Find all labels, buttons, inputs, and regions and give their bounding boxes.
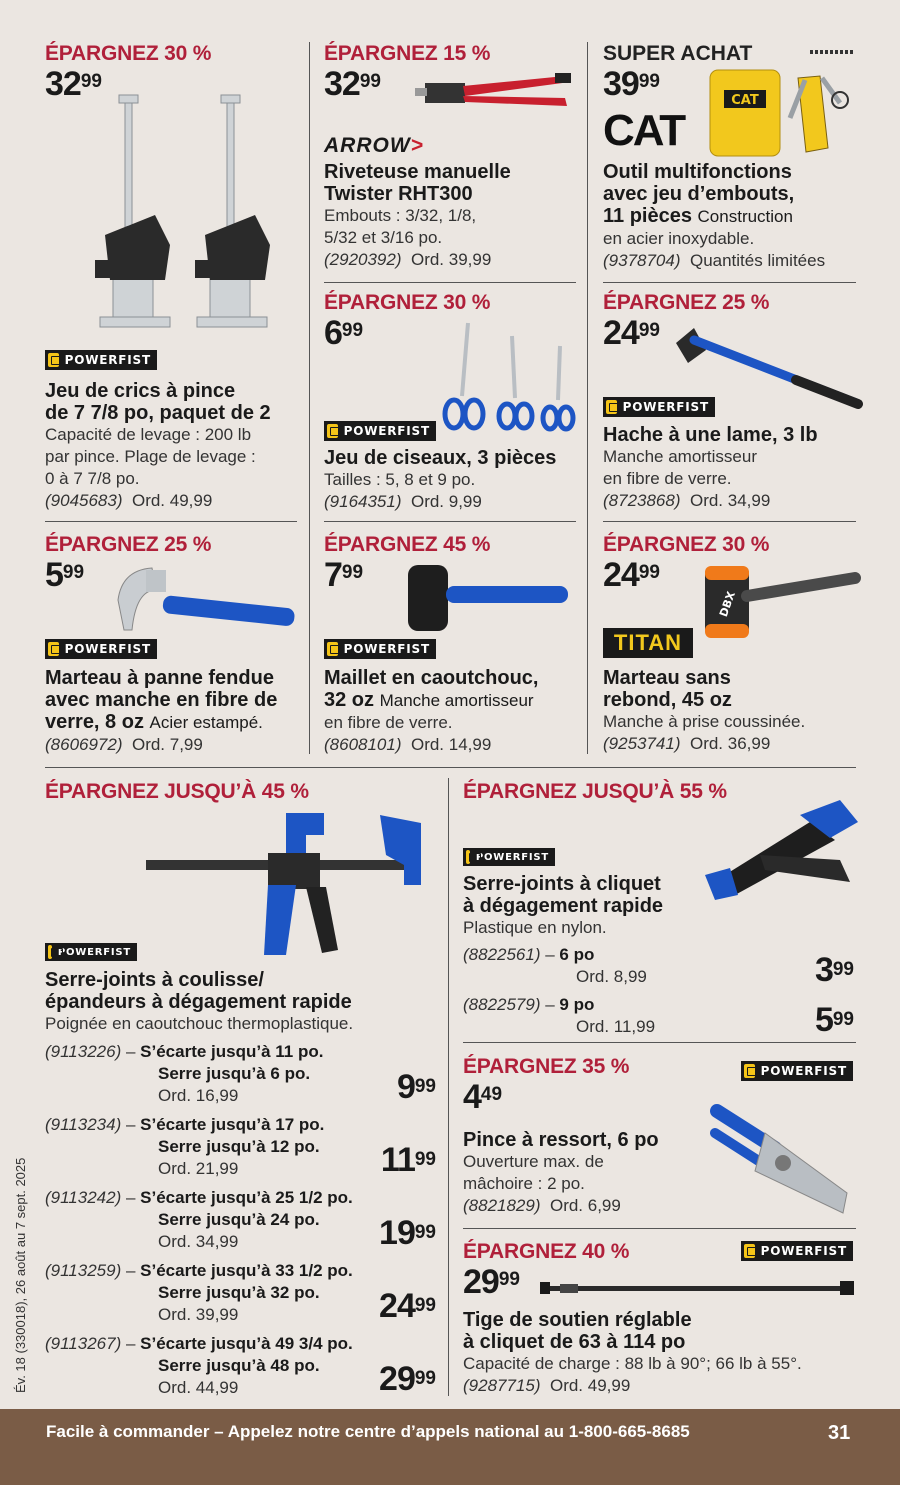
product-description: Manche à prise coussinée. xyxy=(603,712,806,731)
sku-line: (8606972) Ord. 7,99 xyxy=(45,735,203,754)
size-spec: 9 po xyxy=(559,995,595,1014)
product-description: Plastique en nylon. xyxy=(463,918,607,937)
savings-label: ÉPARGNEZ 30 % xyxy=(45,42,212,65)
spread-spec: S’écarte jusqu’à 33 1/2 po. xyxy=(140,1261,353,1280)
product-description: Manche amortisseur xyxy=(603,447,758,466)
powerfist-logo: POWERFIST xyxy=(45,350,157,370)
product-claw-hammer-info xyxy=(45,667,305,756)
sku-line: (9378704) Quantités limitées xyxy=(603,251,826,270)
sale-price: $7^{99}$ xyxy=(324,556,364,594)
sku: (9113267) xyxy=(45,1334,122,1353)
savings-label: ÉPARGNEZ 40 % xyxy=(463,1240,630,1263)
clamp-spec: Serre jusqu’à 12 po. xyxy=(158,1137,320,1156)
riveter-image xyxy=(415,68,575,118)
regular-price: Ord. 34,99 xyxy=(158,1232,239,1251)
product-description: Ouverture max. de xyxy=(463,1152,604,1171)
product-description: Capacité de levage : 200 lb xyxy=(45,425,252,444)
svg-text:CAT: CAT xyxy=(731,93,759,108)
bar-clamp-image xyxy=(146,805,436,960)
dead-blow-hammer-image xyxy=(705,562,860,642)
svg-text:DBX: DBX xyxy=(716,589,739,619)
product-lifting-jacks xyxy=(45,42,305,102)
savings-label: ÉPARGNEZ 25 % xyxy=(603,291,770,314)
product-rubber-mallet-info xyxy=(324,667,584,756)
clamp-spec: Serre jusqu’à 32 po. xyxy=(158,1283,320,1302)
product-description: mâchoire : 2 po. xyxy=(463,1174,585,1193)
savings-label: ÉPARGNEZ JUSQU’À 55 % xyxy=(463,780,727,803)
product-title: rebond, 45 oz xyxy=(603,689,732,711)
savings-label: ÉPARGNEZ 45 % xyxy=(324,533,491,556)
sku-line: (9253741) Ord. 36,99 xyxy=(603,734,771,753)
product-description: par pince. Plage de levage : xyxy=(45,447,256,466)
spread-spec: S’écarte jusqu’à 49 3/4 po. xyxy=(140,1334,353,1353)
bar-clamp-variant: (9113259) – S’écarte jusqu’à 33 1/2 po. Serre jusqu’à 32 po. Ord. 39,99 xyxy=(45,1260,445,1326)
product-title: Maillet en caoutchouc, xyxy=(324,667,539,689)
regular-price: Ord. 44,99 xyxy=(158,1378,239,1397)
savings-label: ÉPARGNEZ 30 % xyxy=(324,291,491,314)
sale-price: $19^{99}$ xyxy=(379,1214,436,1252)
product-title: Jeu de ciseaux, 3 pièces xyxy=(324,447,557,469)
sku: (9113226) xyxy=(45,1042,122,1061)
regular-price: Ord. 8,99 xyxy=(576,967,647,986)
product-dead-blow-hammer-info xyxy=(603,667,865,755)
product-title: épandeurs à dégagement rapide xyxy=(45,991,352,1013)
jack-pair-image xyxy=(95,95,295,335)
divider xyxy=(324,282,576,283)
product-title: Twister RHT300 xyxy=(324,183,473,205)
claw-hammer-image xyxy=(112,560,302,635)
edition-note: Év. 18 (330018), 26 août au 7 sept. 2025 xyxy=(13,1157,28,1393)
product-title: Tige de soutien réglable xyxy=(463,1309,692,1331)
bar-clamp-variant: (9113234) – S’écarte jusqu’à 17 po. Serre jusqu’à 12 po. Ord. 21,99 xyxy=(45,1114,445,1180)
product-support-rod-info xyxy=(463,1309,863,1397)
product-multitool-info xyxy=(603,161,865,272)
product-title: Marteau à panne fendue xyxy=(45,667,274,689)
savings-label: SUPER ACHAT xyxy=(603,42,753,65)
spread-spec: S’écarte jusqu’à 17 po. xyxy=(140,1115,325,1134)
sale-price: $29^{99}$ xyxy=(379,1360,436,1398)
powerfist-logo: POWERFIST xyxy=(324,421,436,441)
sale-price: $9^{99}$ xyxy=(396,1068,436,1106)
cat-logo: CAT xyxy=(603,106,685,155)
spread-spec: S’écarte jusqu’à 25 1/2 po. xyxy=(140,1188,353,1207)
order-phone-text[interactable]: Facile à commander – Appelez notre centre d’appels national au 1-800-665-8685 xyxy=(46,1422,690,1441)
product-description: en fibre de verre. xyxy=(324,713,453,732)
divider xyxy=(587,42,588,754)
ratchet-clamp-variant: (8822561) – 6 po Ord. 8,99 xyxy=(463,944,723,988)
sku-line: (2920392) Ord. 39,99 xyxy=(324,250,492,269)
sku-line: (8821829) Ord. 6,99 xyxy=(463,1196,621,1215)
product-title: Serre-joints à coulisse/ xyxy=(45,969,264,991)
product-title: Serre-joints à cliquet xyxy=(463,873,661,895)
product-riveter-info xyxy=(324,161,579,271)
sku-line: (9287715) Ord. 49,99 xyxy=(463,1376,631,1395)
powerfist-logo: POWERFIST xyxy=(463,848,555,866)
product-lifting-jacks-info xyxy=(45,380,305,512)
product-title: à dégagement rapide xyxy=(463,895,664,917)
savings-label: ÉPARGNEZ 30 % xyxy=(603,533,770,556)
clamp-spec: Serre jusqu’à 6 po. xyxy=(158,1064,311,1083)
product-description: 5/32 et 3/16 po. xyxy=(324,228,443,247)
sale-price: $24^{99}$ xyxy=(603,314,660,352)
product-title: Riveteuse manuelle xyxy=(324,161,511,183)
regular-price: Ord. 39,99 xyxy=(158,1305,239,1324)
sale-price: $29^{99}$ xyxy=(463,1263,520,1301)
product-title: à cliquet de 63 à 114 po xyxy=(463,1331,686,1353)
product-scissors-info xyxy=(324,447,579,513)
size-spec: 6 po xyxy=(559,945,595,964)
spread-spec: S’écarte jusqu’à 11 po. xyxy=(140,1042,324,1061)
bar-clamp-variant: (9113267) – S’écarte jusqu’à 49 3/4 po. Serre jusqu’à 48 po. Ord. 44,99 xyxy=(45,1333,445,1399)
product-title: Jeu de crics à pince xyxy=(45,380,236,402)
spring-clamp-image xyxy=(705,1093,855,1223)
powerfist-logo: POWERFIST xyxy=(324,639,436,659)
divider xyxy=(45,521,297,522)
divider xyxy=(448,778,449,1396)
divider xyxy=(603,282,856,283)
regular-price: Ord. 16,99 xyxy=(158,1086,239,1105)
sale-price: $24^{99}$ xyxy=(603,556,660,594)
sku: (8822579) xyxy=(463,995,541,1014)
sku: (9113234) xyxy=(45,1115,122,1134)
sale-price: $24^{99}$ xyxy=(379,1287,436,1325)
sale-price: $4^{49}$ xyxy=(463,1078,503,1116)
bar-clamp-variant: (9113242) – S’écarte jusqu’à 25 1/2 po. Serre jusqu’à 24 po. Ord. 34,99 xyxy=(45,1187,445,1253)
product-bar-clamps-info xyxy=(45,969,445,1035)
powerfist-logo: POWERFIST xyxy=(45,943,137,961)
product-title: avec manche en fibre de xyxy=(45,689,278,711)
powerfist-logo: POWERFIST xyxy=(45,639,157,659)
divider xyxy=(324,521,576,522)
bar-clamp-variant: (9113226) – S’écarte jusqu’à 11 po. Serre jusqu’à 6 po. Ord. 16,99 xyxy=(45,1041,445,1107)
page-number: 31 xyxy=(828,1422,851,1444)
sale-price: $39^{99}$ xyxy=(603,65,660,103)
sku: (9113259) xyxy=(45,1261,122,1280)
multitool-tin-image xyxy=(710,48,860,158)
product-description: Capacité de charge : 88 lb à 90°; 66 lb à 55°. xyxy=(463,1354,802,1373)
product-axe-info xyxy=(603,424,865,512)
titan-logo: TITAN xyxy=(603,628,693,658)
product-description: en acier inoxydable. xyxy=(603,229,755,248)
clamp-spec: Serre jusqu’à 48 po. xyxy=(158,1356,320,1375)
product-title: Outil multifonctions xyxy=(603,161,792,183)
product-title: avec jeu d’embouts, xyxy=(603,183,795,205)
support-rod-image xyxy=(540,1280,860,1300)
footer-bar xyxy=(0,1409,900,1485)
divider xyxy=(463,1042,856,1043)
sku-line: (8723868) Ord. 34,99 xyxy=(603,491,771,510)
product-title: 11 pièces Construction xyxy=(603,205,793,227)
product-title: verre, 8 oz Acier estampé. xyxy=(45,711,263,733)
regular-price: Ord. 21,99 xyxy=(158,1159,239,1178)
savings-label: ÉPARGNEZ 15 % xyxy=(324,42,491,65)
powerfist-logo: POWERFIST xyxy=(741,1061,853,1081)
sale-price: $6^{99}$ xyxy=(324,314,364,352)
sku-line: (9045683) Ord. 49,99 xyxy=(45,491,213,510)
savings-label: ÉPARGNEZ JUSQU’À 45 % xyxy=(45,780,309,803)
rubber-mallet-image xyxy=(408,560,573,635)
product-title: Hache à une lame, 3 lb xyxy=(603,424,818,446)
divider xyxy=(603,521,856,522)
ratchet-clamp-variant: (8822579) – 9 po Ord. 11,99 xyxy=(463,994,723,1038)
sale-price: $11^{99}$ xyxy=(380,1141,436,1179)
product-title: Pince à ressort, 6 po xyxy=(463,1129,659,1151)
powerfist-logo: POWERFIST xyxy=(603,397,715,417)
product-ratchet-clamps-info xyxy=(463,873,763,939)
product-title: Marteau sans xyxy=(603,667,731,689)
powerfist-logo: POWERFIST xyxy=(741,1241,853,1261)
sku-line: (9164351) Ord. 9,99 xyxy=(324,492,482,511)
sale-price: $32^{99}$ xyxy=(324,65,381,103)
sale-price: $32^{99}$ xyxy=(45,65,102,103)
product-spring-clamp xyxy=(463,1055,723,1115)
product-description: Poignée en caoutchouc thermoplastique. xyxy=(45,1014,354,1033)
sku-line: (8608101) Ord. 14,99 xyxy=(324,735,492,754)
divider xyxy=(463,1228,856,1229)
sale-price: $5^{99}$ xyxy=(45,556,85,594)
sku: (8822561) xyxy=(463,945,541,964)
sku: (9113242) xyxy=(45,1188,122,1207)
arrow-logo: ARROW> xyxy=(324,134,424,157)
divider xyxy=(309,42,310,754)
savings-label: ÉPARGNEZ 35 % xyxy=(463,1055,630,1078)
sale-price: $3^{99}$ xyxy=(814,951,854,989)
scissors-image xyxy=(440,318,580,433)
sale-price: $5^{99}$ xyxy=(814,1001,854,1039)
product-description: Embouts : 3/32, 1/8, xyxy=(324,206,477,225)
product-description: Tailles : 5, 8 et 9 po. xyxy=(324,470,476,489)
product-spring-clamp-info xyxy=(463,1129,723,1217)
divider xyxy=(45,767,856,768)
clamp-spec: Serre jusqu’à 24 po. xyxy=(158,1210,320,1229)
regular-price: Ord. 11,99 xyxy=(576,1017,656,1036)
product-description: en fibre de verre. xyxy=(603,469,732,488)
product-title: de 7 7/8 po, paquet de 2 xyxy=(45,402,271,424)
product-description: 0 à 7 7/8 po. xyxy=(45,469,140,488)
product-title: 32 oz Manche amortisseur xyxy=(324,689,534,711)
savings-label: ÉPARGNEZ 25 % xyxy=(45,533,212,556)
